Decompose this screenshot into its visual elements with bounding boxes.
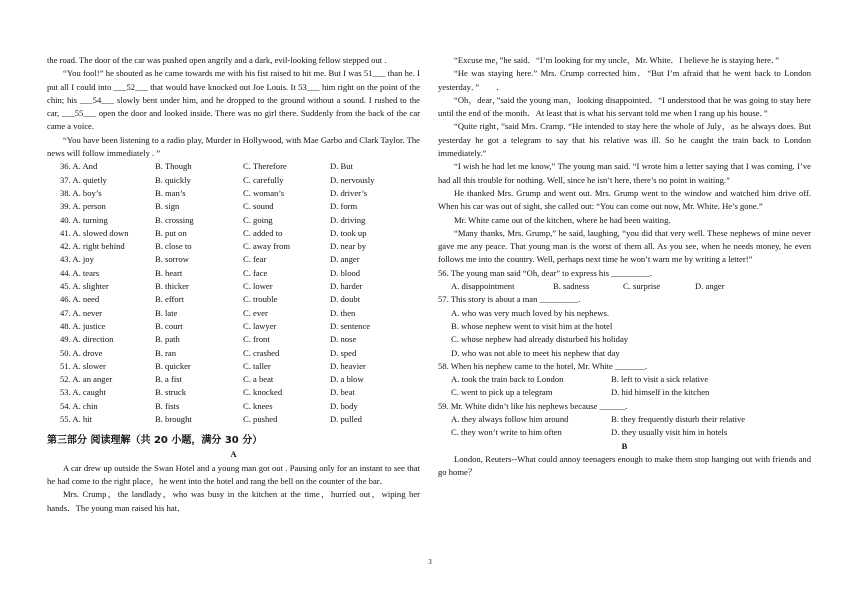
cloze-option-row bbox=[47, 413, 420, 426]
option-d: D. driver’s bbox=[330, 187, 368, 198]
option-d: D. doubt bbox=[330, 294, 361, 305]
option-d: D. took up bbox=[330, 227, 367, 238]
cloze-option-row bbox=[47, 347, 420, 360]
option-a: 52. A. an anger bbox=[60, 374, 113, 385]
left-column bbox=[47, 54, 420, 515]
option-a: 42. A. right behind bbox=[60, 241, 125, 252]
cloze-option-row bbox=[47, 200, 420, 213]
passage-a-paragraph: “Excuse me，”he said．“I’m looking for my uncle，Mr. White．I believe he is staying here．” bbox=[454, 55, 780, 65]
passage-a-continued bbox=[438, 54, 811, 267]
option-b: B. quickly bbox=[155, 174, 191, 185]
option-b: B. sadness bbox=[553, 281, 590, 292]
passage-a-paragraph: A car drew up outside the Swan Hotel and a young man got out . Pausing only for an instant to see that he had come to the right place，he went into the hotel and rang the bell on the counter of the bar． bbox=[47, 462, 420, 486]
option-c: C. crashed bbox=[243, 347, 280, 358]
option-c: C. surprise bbox=[623, 281, 661, 292]
option-b: B. heart bbox=[155, 267, 183, 278]
option-b: B. fists bbox=[155, 400, 180, 411]
passage-a-paragraph: “Oh，dear，”said the young man，looking disappointed．“I understood that he was going to stay here until the end of the month．At least that is what his servant told me when I rang up his house．” bbox=[438, 94, 811, 119]
option-d: D. sentence bbox=[330, 320, 371, 331]
option-b: B. put on bbox=[155, 227, 187, 238]
cloze-option-row bbox=[47, 333, 420, 346]
passage-a-paragraph: “Many thanks, Mrs. Grump,” he said, laughing, “you did that very well. These nephews of mine never gave me any peace. That young man is the worst of them all. As you see, when he needs money, he even follows me into the country. Well, perhaps next time he won’t warn me by writing a letter!” bbox=[438, 227, 811, 265]
option-b: B. close to bbox=[155, 241, 192, 252]
option-a: 37. A. quietly bbox=[60, 174, 107, 185]
cloze-option-row bbox=[47, 174, 420, 187]
option-b: B. left to visit a sick relative bbox=[611, 374, 709, 385]
cloze-option-row bbox=[47, 307, 420, 320]
option-b: B. late bbox=[155, 307, 178, 318]
option-d: D. a blow bbox=[330, 374, 364, 385]
option-a: 46. A. need bbox=[60, 294, 100, 305]
option-c: C. away from bbox=[243, 241, 291, 252]
cloze-option-row bbox=[47, 227, 420, 240]
option-d: D. near by bbox=[330, 241, 367, 252]
passage-a-label: A bbox=[230, 449, 237, 460]
passage-a-paragraph: Mr. White came out of the kitchen, where he had been waiting. bbox=[454, 214, 671, 225]
option-c: C. sound bbox=[243, 201, 274, 212]
story-paragraph: “You fool!” he shouted as he came towards me with his fist raised to hit me. But I was 51___ than he. I put all I could into ___52___ that would have knocked out Joe Louis. It 53___ him right on the point of the chin; his ___54___ slowly bent under him, and he dropped to the ground without a sound. I rushed to the car, ___55___ open the door and looked inside. There was no girl there. Suddenly from the back of the car came a voice. bbox=[47, 68, 420, 132]
option-d: D. beat bbox=[330, 387, 355, 398]
option-a: 49. A. direction bbox=[60, 334, 114, 345]
option-b: B. ran bbox=[155, 347, 177, 358]
right-column bbox=[438, 54, 811, 480]
question-57 bbox=[438, 293, 811, 359]
option-d: D. nose bbox=[330, 334, 357, 345]
option-a: 48. A. justice bbox=[60, 320, 106, 331]
question-58 bbox=[438, 360, 811, 400]
option-b: B. they frequently disturb their relative bbox=[611, 414, 746, 425]
cloze-option-row bbox=[47, 386, 420, 399]
cloze-option-row bbox=[47, 253, 420, 266]
option-c: C. lawyer bbox=[243, 320, 277, 331]
option-c: C. pushed bbox=[243, 414, 278, 425]
option-a: 55. A. hit bbox=[60, 414, 92, 425]
story-paragraph: the road. The door of the car was pushed open angrily and a dark, evil-looking fellow stepped out . bbox=[47, 55, 387, 65]
cloze-options bbox=[47, 160, 420, 426]
option-a: 36. A. And bbox=[60, 161, 98, 172]
option-a: A. they always follow him around bbox=[451, 414, 569, 425]
cloze-option-row bbox=[47, 187, 420, 200]
question-stem: 58. When his nephew came to the hotel, Mr. White _______. bbox=[438, 360, 648, 371]
option-b: B. sorrow bbox=[155, 254, 189, 265]
option-b: B. brought bbox=[155, 414, 192, 425]
option-d: D. heavier bbox=[330, 360, 366, 371]
option-c: C. face bbox=[243, 267, 268, 278]
cloze-option-row bbox=[47, 240, 420, 253]
cloze-option-row bbox=[47, 293, 420, 306]
option-b: B. quicker bbox=[155, 360, 191, 371]
option-d: D. hid himself in the kitchen bbox=[611, 387, 710, 398]
option-b: B. crossing bbox=[155, 214, 194, 225]
option-c: C. went to pick up a telegram bbox=[451, 387, 553, 398]
option-d: D. form bbox=[330, 201, 358, 212]
option-b: B. sign bbox=[155, 201, 180, 212]
option-a: 43. A. joy bbox=[60, 254, 94, 265]
option-c: C. a beat bbox=[243, 374, 274, 385]
passage-b: London, Reuters--What could annoy teenagers enough to make them stop hanging out with friends and go home？ bbox=[438, 453, 811, 478]
cloze-option-row bbox=[47, 360, 420, 373]
option-b: B. thicker bbox=[155, 281, 189, 292]
option-a: 41. A. slowed down bbox=[60, 227, 129, 238]
cloze-option-row bbox=[47, 280, 420, 293]
option-c: C. woman’s bbox=[243, 187, 285, 198]
section-title: 第三部分 阅读理解（共 20 小题，满分 30 分） bbox=[47, 435, 263, 447]
option-c: C. taller bbox=[243, 360, 271, 371]
passage-a-paragraph: “Quite right，”said Mrs. Cramp. “He intended to stay here the whole of July，as he always does. But yesterday he got a telegram to say that his relative was ill. So he caught the train back to London immediately.” bbox=[438, 121, 811, 159]
option-c: C. carefully bbox=[243, 174, 284, 185]
option-a: 38. A. boy’s bbox=[60, 187, 102, 198]
option-d: D. then bbox=[330, 307, 356, 318]
question-stem: 59. Mr. White didn’t like his nephews because ______. bbox=[438, 400, 628, 411]
option-a: 51. A. slower bbox=[60, 360, 106, 371]
cloze-option-row bbox=[47, 320, 420, 333]
option-a: 47. A. never bbox=[60, 307, 103, 318]
passage-a-paragraph: “I wish he had let me know,” The young man said. “I wrote him a letter saying that I was coming. I’ve had all this trouble for nothing. Well, since he isn’t here, there’s no point in waiting.” bbox=[438, 161, 811, 185]
option-a: A. who was very much loved by his nephews. bbox=[451, 307, 610, 318]
question-stem: 57. This story is about a man _________. bbox=[438, 294, 581, 305]
option-b: B. a fist bbox=[155, 374, 182, 385]
option-d: D. body bbox=[330, 400, 358, 411]
option-c: C. front bbox=[243, 334, 270, 345]
option-c: C. whose nephew had already disturbed his holiday bbox=[451, 334, 629, 345]
page-number: 3 bbox=[428, 558, 432, 566]
passage-b-label: B bbox=[621, 440, 628, 451]
option-b: B. whose nephew went to visit him at the hotel bbox=[451, 320, 613, 331]
passage-a-paragraph: Mrs. Crump，the landlady，who was busy in the kitchen at the time，hurried out，wiping her hands．The young man raised his hat． bbox=[47, 489, 420, 513]
story-paragraph: “You have been listening to a radio play, Murder in Hollywood, with Mae Garbo and Clark Taylor. The news will follow immediately . ” bbox=[47, 134, 420, 159]
question-59 bbox=[438, 400, 811, 440]
question-stem: 56. The young man said “Oh, dear” to express his _________. bbox=[438, 267, 652, 278]
option-b: B. struck bbox=[155, 387, 187, 398]
option-c: C. lower bbox=[243, 281, 273, 292]
cloze-option-row bbox=[47, 267, 420, 280]
option-a: 54. A. chin bbox=[60, 400, 98, 411]
option-b: B. effort bbox=[155, 294, 184, 305]
option-d: D. driving bbox=[330, 214, 366, 225]
option-a: A. took the train back to London bbox=[451, 374, 564, 385]
option-b: B. court bbox=[155, 320, 183, 331]
option-c: C. fear bbox=[243, 254, 267, 265]
option-d: D. sped bbox=[330, 347, 357, 358]
cloze-option-row bbox=[47, 373, 420, 386]
option-d: D. blood bbox=[330, 267, 361, 278]
option-a: 39. A. person bbox=[60, 201, 106, 212]
option-a: A. disappointment bbox=[451, 281, 515, 292]
option-d: D. anger bbox=[330, 254, 360, 265]
question-56 bbox=[438, 267, 811, 294]
cloze-story bbox=[47, 54, 420, 160]
option-c: C. they won’t write to him often bbox=[451, 427, 562, 438]
option-c: C. knocked bbox=[243, 387, 283, 398]
option-d: D. anger bbox=[695, 281, 725, 292]
option-a: 53. A. caught bbox=[60, 387, 106, 398]
option-c: C. ever bbox=[243, 307, 268, 318]
option-a: 40. A. turning bbox=[60, 214, 108, 225]
option-b: B. path bbox=[155, 334, 180, 345]
option-a: 50. A. drove bbox=[60, 347, 103, 358]
option-c: C. added to bbox=[243, 227, 283, 238]
option-d: D. who was not able to meet his nephew that day bbox=[451, 347, 620, 358]
option-d: D. pulled bbox=[330, 414, 362, 425]
option-c: C. trouble bbox=[243, 294, 278, 305]
passage-a bbox=[47, 462, 420, 515]
option-a: 44. A. tears bbox=[60, 267, 100, 278]
passage-a-paragraph: “He was staying here.” Mrs. Crump corrected him．“But I’m afraid that he went back to London yesterday．” ． bbox=[438, 68, 811, 92]
option-d: D. they usually visit him in hotels bbox=[611, 427, 728, 438]
option-c: C. knees bbox=[243, 400, 273, 411]
cloze-option-row bbox=[47, 214, 420, 227]
passage-a-paragraph: He thanked Mrs. Grump and went out. Mrs. Grump went to the window and watched him drive off. When his car was out of sight, she called out: “You can come out now, Mr. White. He’s gone.” bbox=[438, 187, 811, 212]
option-c: C. going bbox=[243, 214, 273, 225]
option-a: 45. A. slighter bbox=[60, 281, 109, 292]
option-d: D. But bbox=[330, 161, 353, 172]
option-c: C. Therefore bbox=[243, 161, 287, 172]
option-d: D. nervously bbox=[330, 174, 375, 185]
cloze-option-row bbox=[47, 160, 420, 173]
option-b: B. man’s bbox=[155, 187, 186, 198]
cloze-option-row bbox=[47, 400, 420, 413]
option-d: D. harder bbox=[330, 281, 363, 292]
option-b: B. Though bbox=[155, 161, 192, 172]
